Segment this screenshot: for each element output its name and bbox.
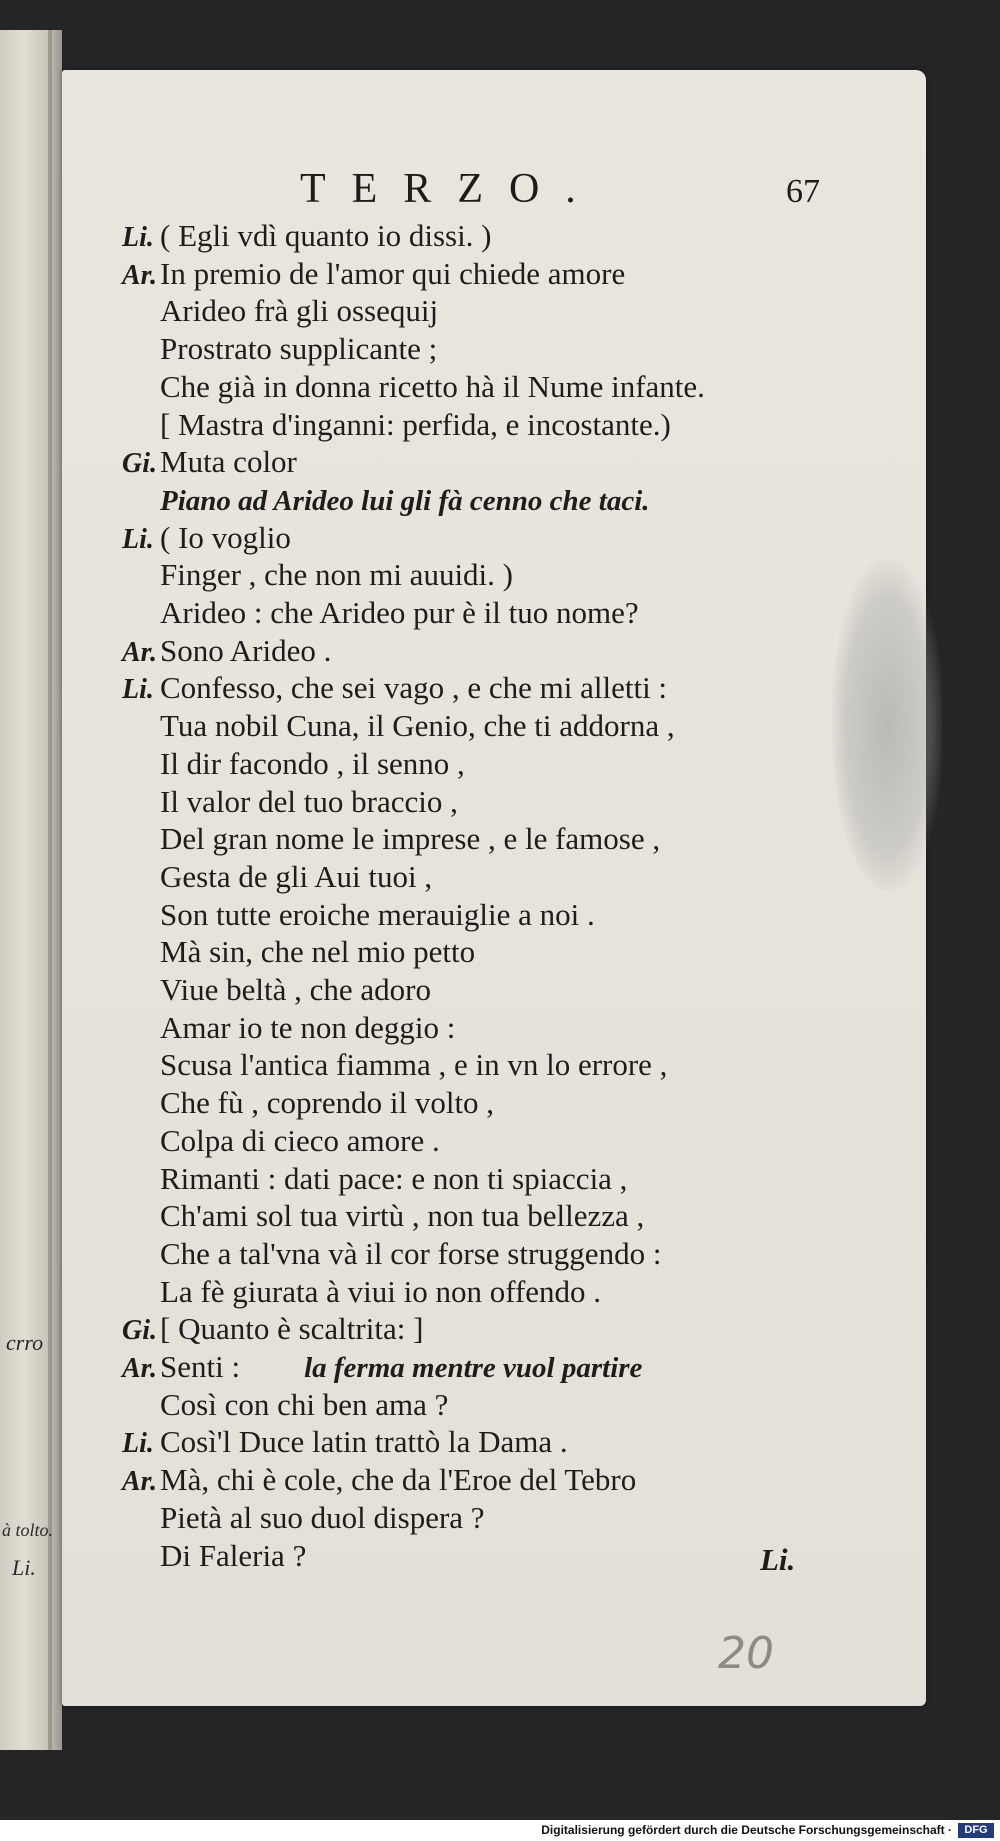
verse-text: Prostrato supplicante ; — [160, 331, 438, 367]
verse-line — [122, 1424, 568, 1462]
book-edge — [0, 30, 62, 1750]
verse-block — [122, 218, 842, 1573]
stage-direction: Piano ad Arideo lui gli fà cenno che taci. — [160, 484, 650, 517]
verse-line — [122, 1198, 644, 1236]
verse-line — [122, 1085, 494, 1123]
verse-text: [ Mastra d'inganni: perfida, e incostante.) — [160, 406, 671, 442]
verse-line — [122, 1123, 440, 1161]
verse-line — [122, 897, 595, 935]
verse-text: Gesta de gli Aui tuoi , — [160, 858, 433, 894]
verse-text: La fè giurata à viui io non offendo . — [160, 1273, 602, 1309]
verse-text: Senti : — [160, 1349, 241, 1384]
verse-text: Sono Arideo . — [160, 632, 332, 668]
verse-line — [122, 1010, 455, 1048]
speaker-label: Ar. — [122, 1466, 158, 1498]
verse-text: Arideo : che Arideo pur è il tuo nome? — [160, 595, 639, 630]
speaker-label: Li. — [122, 523, 154, 555]
verse-line — [122, 1311, 423, 1349]
verse-line — [122, 784, 458, 822]
verse-line — [122, 595, 639, 633]
page-number: 67 — [786, 173, 820, 210]
verse-text: Confesso, che sei vago , e che mi alletti : — [160, 670, 668, 706]
speaker-label: Ar. — [122, 1353, 158, 1384]
edge-fragment: Li. — [12, 1555, 36, 1580]
verse-text: Son tutte eroiche merauiglie a noi . — [160, 896, 595, 932]
verse-text: Muta color — [160, 444, 297, 480]
verse-text: Ch'ami sol tua virtù , non tua bellezza , — [160, 1198, 645, 1234]
verse-line — [122, 1047, 667, 1085]
verse-line — [122, 1462, 636, 1500]
verse-line — [122, 1349, 642, 1387]
pencil-annotation: 20 — [718, 1628, 774, 1679]
verse-text: Mà sin, che nel mio petto — [160, 934, 476, 970]
verse-text: Così'l Duce latin trattò la Dama . — [160, 1424, 568, 1460]
verse-line — [122, 1500, 485, 1538]
verse-text: Arideo frà gli ossequij — [160, 293, 439, 329]
verse-line — [122, 256, 625, 294]
edge-fragment: à tolto. — [2, 1520, 54, 1540]
digitization-footer — [0, 1820, 1000, 1841]
stage-direction: la ferma mentre vuol partire — [304, 1352, 643, 1384]
verse-text: [ Quanto è scaltrita: ] — [160, 1311, 424, 1347]
verse-text: ( Egli vdì quanto io dissi. ) — [160, 218, 492, 253]
verse-text: Il valor del tuo braccio , — [160, 783, 458, 819]
verse-text: Mà, chi è cole, che da l'Eroe del Tebro — [160, 1462, 637, 1498]
verse-line — [122, 482, 650, 520]
verse-line — [122, 1161, 627, 1199]
verse-line — [122, 1274, 601, 1312]
speaker-label: Gi. — [122, 1315, 157, 1347]
verse-text: Di Faleria ? — [160, 1537, 307, 1573]
speaker-label: Gi. — [122, 448, 157, 480]
book-spine-line — [48, 30, 52, 1750]
verse-line — [122, 218, 492, 256]
speaker-label: Li. — [122, 674, 154, 706]
page-stain — [832, 560, 942, 890]
verse-text: In premio de l'amor qui chiede amore — [160, 255, 626, 291]
catchword: Li. — [760, 1542, 796, 1577]
edge-fragment: crro — [6, 1330, 44, 1355]
verse-text: Tua nobil Cuna, il Genio, che ti addorna , — [160, 708, 675, 744]
verse-text: Che già in donna ricetto hà il Nume infante. — [160, 368, 705, 404]
verse-line — [122, 1538, 306, 1576]
verse-text: Rimanti : dati pace: e non ti spiaccia , — [160, 1160, 628, 1196]
verse-text: Finger , che non mi auuidi. ) — [160, 557, 513, 593]
verse-text: Colpa di cieco amore . — [160, 1122, 440, 1158]
verse-line — [122, 972, 431, 1010]
verse-text: Così con chi ben ama ? — [160, 1386, 449, 1422]
verse-text: Amar io te non deggio : — [160, 1009, 456, 1045]
verse-line — [122, 708, 675, 746]
verse-line — [122, 520, 291, 558]
verse-text: Pietà al suo duol dispera ? — [160, 1499, 485, 1535]
verse-line — [122, 859, 432, 897]
verse-line — [122, 407, 671, 445]
verse-text: Del gran nome le imprese , e le famose , — [160, 821, 661, 857]
verse-line — [122, 633, 331, 671]
verse-line — [122, 1236, 661, 1274]
verse-line — [122, 369, 705, 407]
verse-line — [122, 331, 437, 369]
speaker-label: Ar. — [122, 259, 158, 291]
speaker-label: Li. — [122, 222, 154, 253]
verse-line — [122, 670, 667, 708]
verse-text: Che fù , coprendo il volto , — [160, 1085, 495, 1121]
running-header — [300, 165, 820, 225]
verse-line — [122, 293, 438, 331]
verse-text: Che a tal'vna và il cor forse struggendo : — [160, 1235, 662, 1271]
speaker-label: Li. — [122, 1428, 154, 1460]
verse-text: Il dir facondo , il senno , — [160, 745, 465, 781]
dfg-logo: DFG — [958, 1823, 994, 1838]
verse-line — [122, 557, 513, 595]
speaker-label: Ar. — [122, 636, 158, 668]
verse-line — [122, 821, 660, 859]
verse-line — [122, 1387, 448, 1425]
verse-text: Viue beltà , che adoro — [160, 972, 431, 1007]
verse-text: ( Io voglio — [160, 519, 291, 555]
verse-line — [122, 444, 297, 482]
running-title: TERZO. — [300, 166, 602, 212]
footer-credit: Digitalisierung gefördert durch die Deutsche Forschungsgemeinschaft · — [541, 1823, 952, 1837]
verse-text: Scusa l'antica fiamma , e in vn lo errore , — [160, 1047, 668, 1083]
verse-line — [122, 934, 475, 972]
verse-line — [122, 746, 465, 784]
